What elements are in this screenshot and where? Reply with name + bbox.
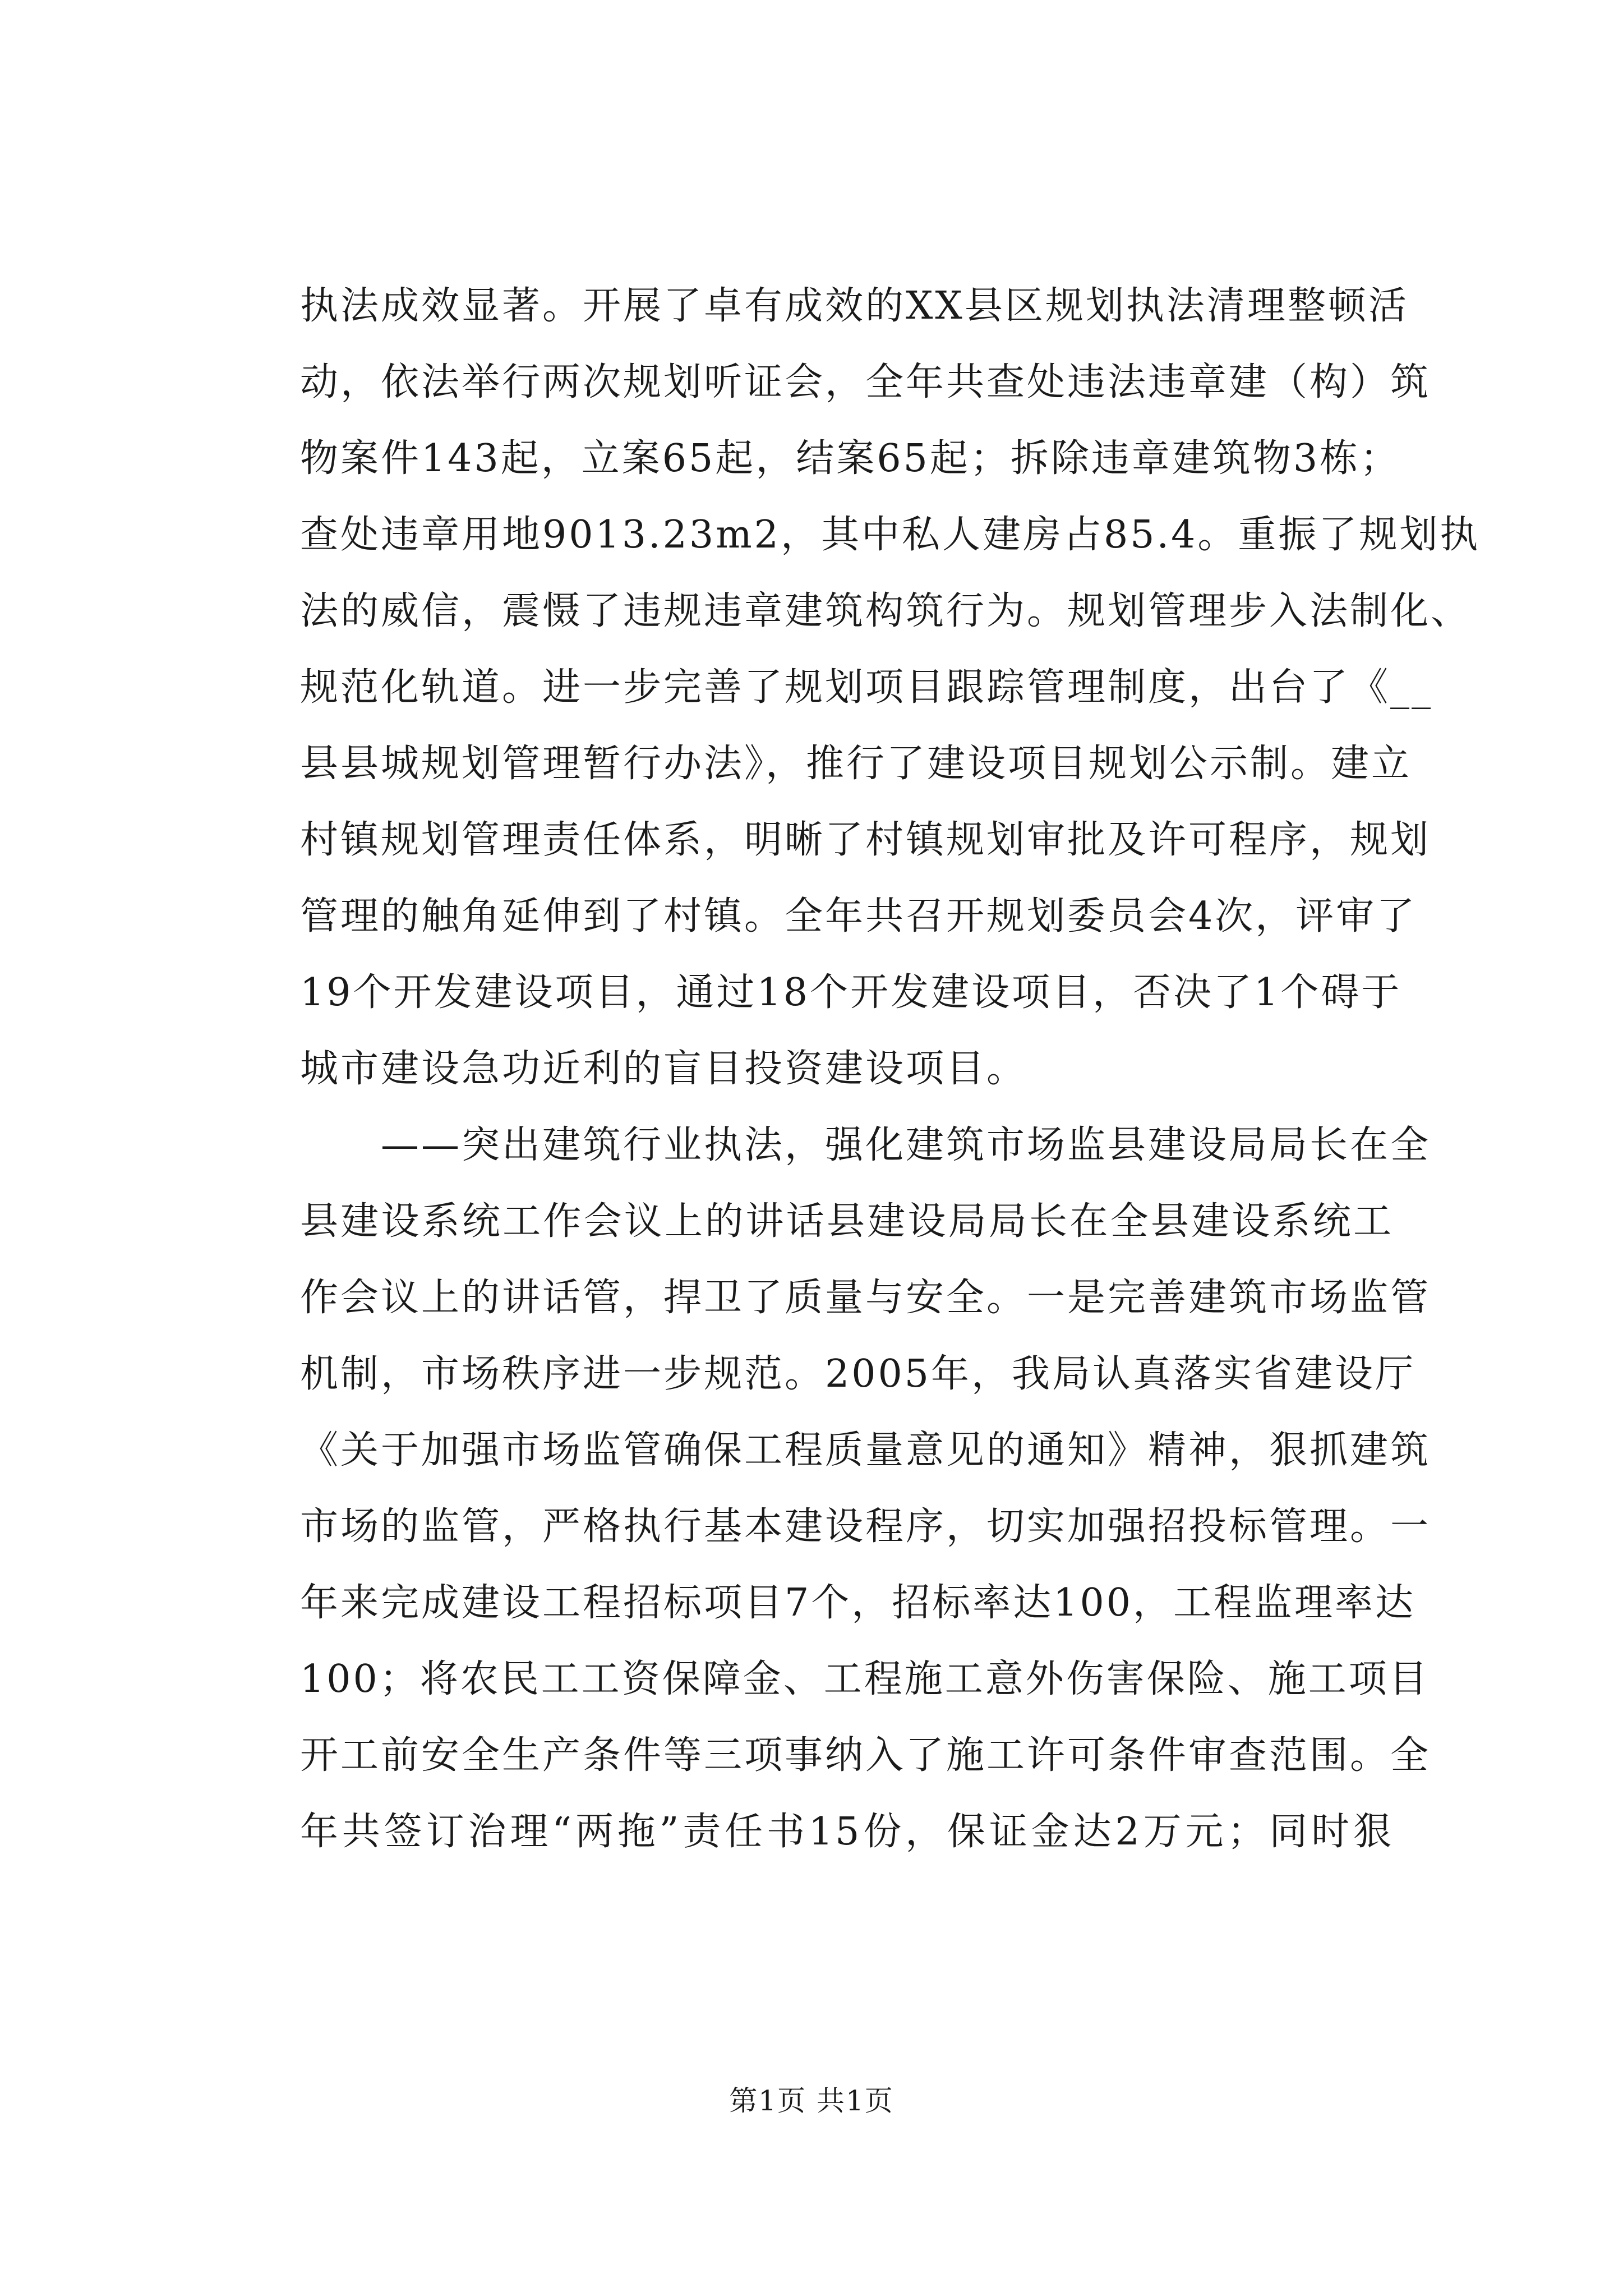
text-line-paragraph-end: 城市建设急功近利的盲目投资建设项目。	[300, 1047, 1027, 1091]
text-line: 管理的触角延伸到了村镇。全年共召开规划委员会4次，评审了	[300, 894, 1417, 938]
text-line-paragraph-start: ——突出建筑行业执法，强化建筑市场监县建设局局长在全	[300, 1123, 1431, 1167]
text-line: 开工前安全生产条件等三项事纳入了施工许可条件审查范围。全	[300, 1733, 1431, 1778]
page-number-label: 第1页 共1页	[729, 2085, 894, 2117]
text-line: 市场的监管，严格执行基本建设程序，切实加强招投标管理。一	[300, 1504, 1431, 1549]
text-line: 县建设系统工作会议上的讲话县建设局局长在全县建设系统工	[300, 1199, 1394, 1244]
text-line: 100；将农民工工资保障金、工程施工意外伤害保险、施工项目	[300, 1657, 1430, 1701]
text-line: 村镇规划管理责任体系，明晰了村镇规划审批及许可程序，规划	[300, 818, 1431, 862]
text-line: 查处违章用地9013.23m2，其中私人建房占85.4。重振了规划执	[300, 513, 1481, 557]
text-line: 县县城规划管理暂行办法》，推行了建设项目规划公示制。建立	[300, 742, 1412, 786]
text-line: 物案件143起，立案65起，结案65起；拆除违章建筑物3栋；	[300, 436, 1401, 481]
text-line: 《关于加强市场监管确保工程质量意见的通知》精神，狠抓建筑	[300, 1428, 1431, 1473]
text-line: 作会议上的讲话管，捍卫了质量与安全。一是完善建筑市场监管	[300, 1276, 1431, 1320]
text-line: 执法成效显著。开展了卓有成效的XX县区规划执法清理整顿活	[300, 284, 1409, 328]
text-line: 年共签订治理“两拖”责任书15份，保证金达2万元；同时狠	[300, 1810, 1394, 1854]
text-line: 动，依法举行两次规划听证会，全年共查处违法违章建（构）筑	[300, 360, 1431, 404]
text-line: 年来完成建设工程招标项目7个，招标率达100，工程监理率达	[300, 1581, 1416, 1625]
page-footer	[0, 2084, 1623, 2118]
text-line: 机制，市场秩序进一步规范。2005年，我局认真落实省建设厅	[300, 1352, 1416, 1396]
text-line: 19个开发建设项目，通过18个开发建设项目，否决了1个碍于	[300, 970, 1402, 1015]
text-line: 法的威信，震慑了违规违章建筑构筑行为。规划管理步入法制化、	[300, 589, 1472, 633]
text-line: 规范化轨道。进一步完善了规划项目跟踪管理制度，出台了《__	[300, 665, 1433, 710]
document-body	[300, 268, 1481, 1870]
